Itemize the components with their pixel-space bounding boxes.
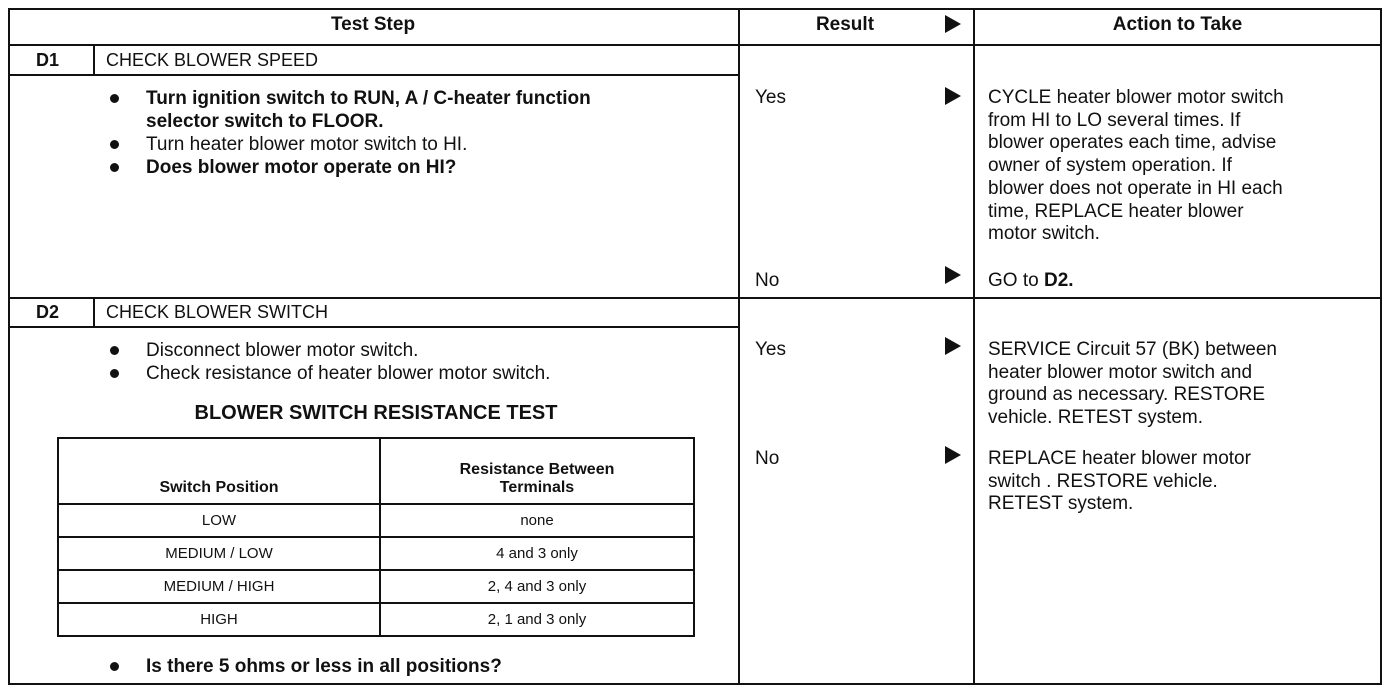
col-header-switch-position: Switch Position (58, 438, 380, 504)
code-divider-d1 (93, 44, 95, 75)
step-code-d1: D1 (36, 50, 60, 70)
step-code-d2: D2 (36, 302, 60, 322)
col-header-resistance: Resistance Between Terminals (380, 438, 694, 504)
left-border (8, 8, 10, 685)
bullet-dot-icon (110, 346, 119, 355)
action-left-border (973, 8, 975, 685)
header-test-step: Test Step (330, 14, 416, 35)
d2-title-bottom-border (8, 326, 738, 328)
d2-result-yes: Yes (755, 339, 786, 360)
bottom-border (8, 683, 1382, 685)
header-result: Result (815, 14, 875, 35)
table-row: MEDIUM / LOW 4 and 3 only (58, 537, 694, 570)
header-action: Action to Take (1112, 14, 1243, 35)
bullet-dot-icon (110, 163, 119, 172)
goto-step-link: D2. (1043, 270, 1074, 291)
d2-no-arrow-icon (945, 446, 961, 464)
table-row: MEDIUM / HIGH 2, 4 and 3 only (58, 570, 694, 603)
table-header-row (58, 438, 694, 504)
step-title-d1: CHECK BLOWER SPEED (106, 50, 319, 70)
d1-yes-arrow-icon (945, 87, 961, 105)
bullet-dot-icon (110, 369, 119, 378)
bullet-dot-icon (110, 662, 119, 671)
step-title-d2: CHECK BLOWER SWITCH (106, 302, 329, 322)
d1-action-yes: CYCLE heater blower motor switch from HI to LO several times. If blower operates each time, advise owner of system operation. If blower does not operate in HI each time, REPLACE heater blower motor switch. (988, 87, 1284, 245)
bullet-dot-icon (110, 140, 119, 149)
bullet-dot-icon (110, 94, 119, 103)
resistance-table (57, 437, 695, 637)
d1-title-bottom-border (8, 74, 738, 76)
header-bottom-border (8, 44, 1382, 46)
top-border (8, 8, 1382, 10)
d1-no-arrow-icon (945, 266, 961, 284)
d2-action-yes: SERVICE Circuit 57 (BK) between heater blower motor switch and ground as necessary. RESTORE vehicle. RETEST system. (988, 339, 1277, 429)
d1-result-yes: Yes (755, 87, 786, 108)
resistance-table-title: BLOWER SWITCH RESISTANCE TEST (194, 402, 558, 424)
right-border (1380, 8, 1382, 685)
d1-action-no: GO to D2. (988, 270, 1074, 291)
code-divider-d2 (93, 297, 95, 327)
result-left-border (738, 8, 740, 685)
d2-action-no: REPLACE heater blower motor switch . RESTORE vehicle. RETEST system. (988, 448, 1251, 515)
d2-yes-arrow-icon (945, 337, 961, 355)
header-arrow-icon (945, 15, 961, 33)
d1-result-no: No (755, 270, 780, 291)
d2-result-no: No (755, 448, 780, 469)
d1-bottom-border (8, 297, 1382, 299)
table-row: HIGH 2, 1 and 3 only (58, 603, 694, 636)
table-row: LOW none (58, 504, 694, 537)
